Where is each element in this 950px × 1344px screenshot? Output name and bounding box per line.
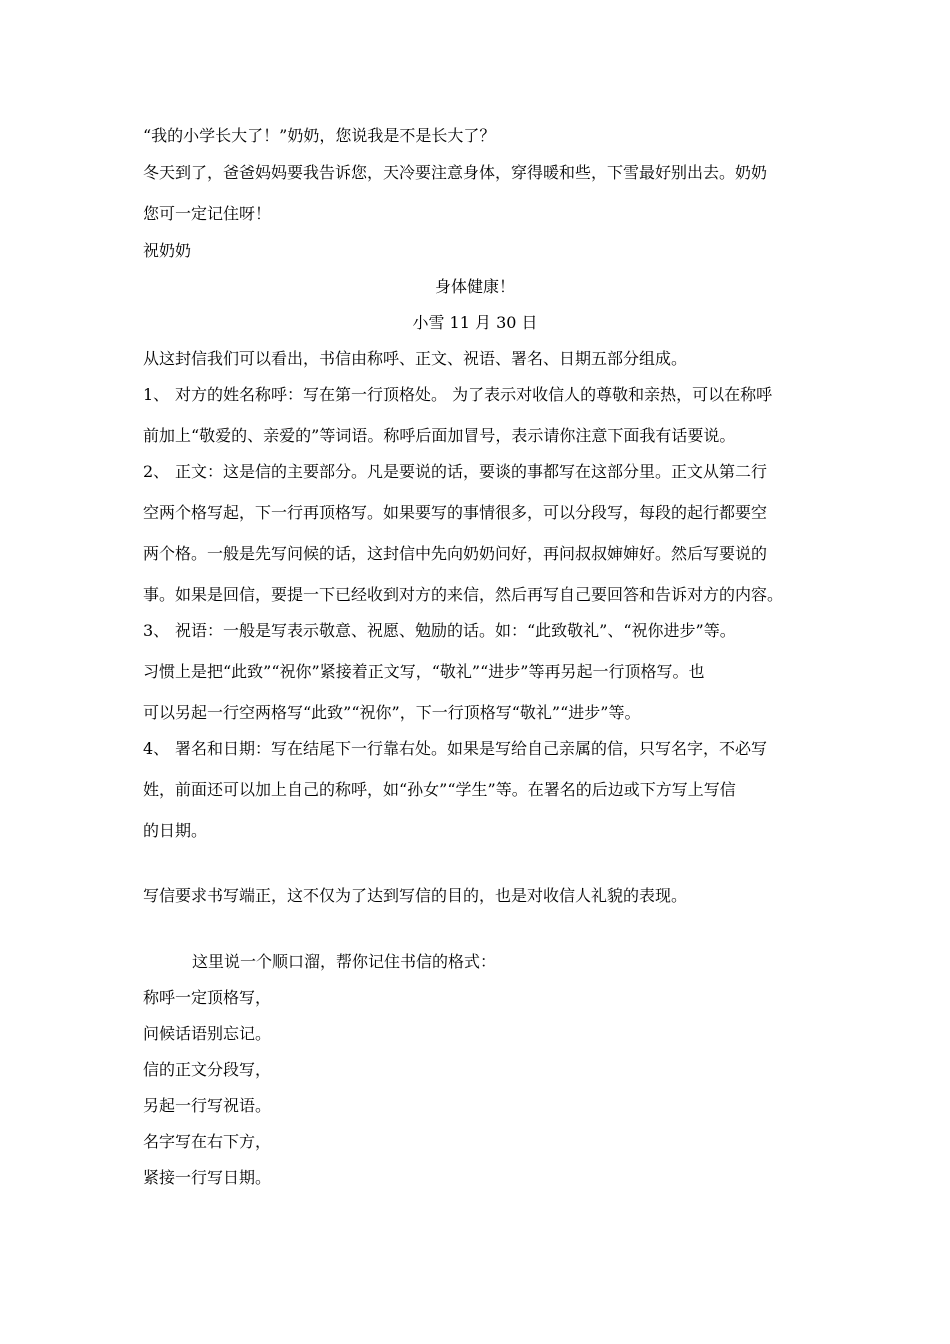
list-item-number: 4、 bbox=[143, 739, 170, 758]
rhyme-line: 名字写在右下方， bbox=[143, 1132, 272, 1151]
list-item-text: 两个格。一般是先写问候的话，这封信中先向奶奶问好，再问叔叔婶婶好。然后写要说的 bbox=[143, 544, 768, 563]
list-item-text: 正文：这是信的主要部分。凡是要说的话，要谈的事都写在这部分里。正文从第二行 bbox=[175, 462, 768, 481]
list-item-text: 可以另起一行空两格写“此致”“祝你”，下一行顶格写“敬礼”“进步”等。 bbox=[143, 703, 641, 722]
rhyme-line: 紧接一行写日期。 bbox=[143, 1168, 272, 1187]
list-item-text: 署名和日期：写在结尾下一行靠右处。如果是写给自己亲属的信，只写名字，不必写 bbox=[175, 739, 768, 758]
list-item-text: 的日期。 bbox=[143, 821, 208, 840]
list-item-number: 3、 bbox=[143, 621, 170, 640]
rhyme-line: 称呼一定顶格写， bbox=[143, 988, 272, 1007]
letter-greeting: 祝奶奶 bbox=[143, 241, 192, 260]
list-item-text: 空两个格写起，下一行再顶格写。如果要写的事情很多，可以分段写，每段的起行都要空 bbox=[143, 503, 768, 522]
list-item-number: 2、 bbox=[143, 462, 170, 481]
explanation-intro: 从这封信我们可以看出，书信由称呼、正文、祝语、署名、日期五部分组成。 bbox=[143, 349, 688, 368]
list-item-text: 姓，前面还可以加上自己的称呼，如“孙女”“学生”等。在署名的后边或下方写上写信 bbox=[143, 780, 736, 799]
list-item-text: 对方的姓名称呼：写在第一行顶格处。 为了表示对收信人的尊敬和亲热，可以在称呼 bbox=[175, 385, 773, 404]
rhyme-line: 信的正文分段写， bbox=[143, 1060, 272, 1079]
list-item-text: 习惯上是把“此致”“祝你”紧接着正文写，“敬礼”“进步”等再另起一行顶格写。也 bbox=[143, 662, 705, 681]
list-item-text: 祝语：一般是写表示敬意、祝愿、勉励的话。如：“此致敬礼”、“祝你进步”等。 bbox=[175, 621, 736, 640]
list-item bbox=[143, 462, 767, 482]
list-item-text: 前加上“敬爱的、亲爱的”等词语。称呼后面加冒号，表示请你注意下面我有话要说。 bbox=[143, 426, 736, 445]
closing-paragraph: 写信要求书写端正，这不仅为了达到写信的目的，也是对收信人礼貌的表现。 bbox=[143, 886, 688, 905]
list-item bbox=[143, 621, 736, 641]
letter-wish: 身体健康！ bbox=[434, 277, 515, 296]
list-item-text: 事。如果是回信，要提一下已经收到对方的来信，然后再写自己要回答和告诉对方的内容。 bbox=[143, 585, 784, 604]
letter-line: 冬天到了，爸爸妈妈要我告诉您，天冷要注意身体，穿得暖和些，下雪最好别出去。奶奶 bbox=[143, 163, 768, 182]
list-item bbox=[143, 385, 772, 405]
letter-line: 您可一定记住呀！ bbox=[143, 204, 272, 223]
letter-signature: 小雪 11 月 30 日 bbox=[412, 313, 538, 332]
list-item bbox=[143, 739, 767, 759]
rhyme-line: 另起一行写祝语。 bbox=[143, 1096, 272, 1115]
list-item-number: 1、 bbox=[143, 385, 170, 404]
letter-line: “我的小学长大了！”奶奶，您说我是不是长大了？ bbox=[143, 126, 496, 145]
rhyme-intro: 这里说一个顺口溜，帮你记住书信的格式： bbox=[192, 952, 497, 971]
rhyme-line: 问候话语别忘记。 bbox=[143, 1024, 272, 1043]
